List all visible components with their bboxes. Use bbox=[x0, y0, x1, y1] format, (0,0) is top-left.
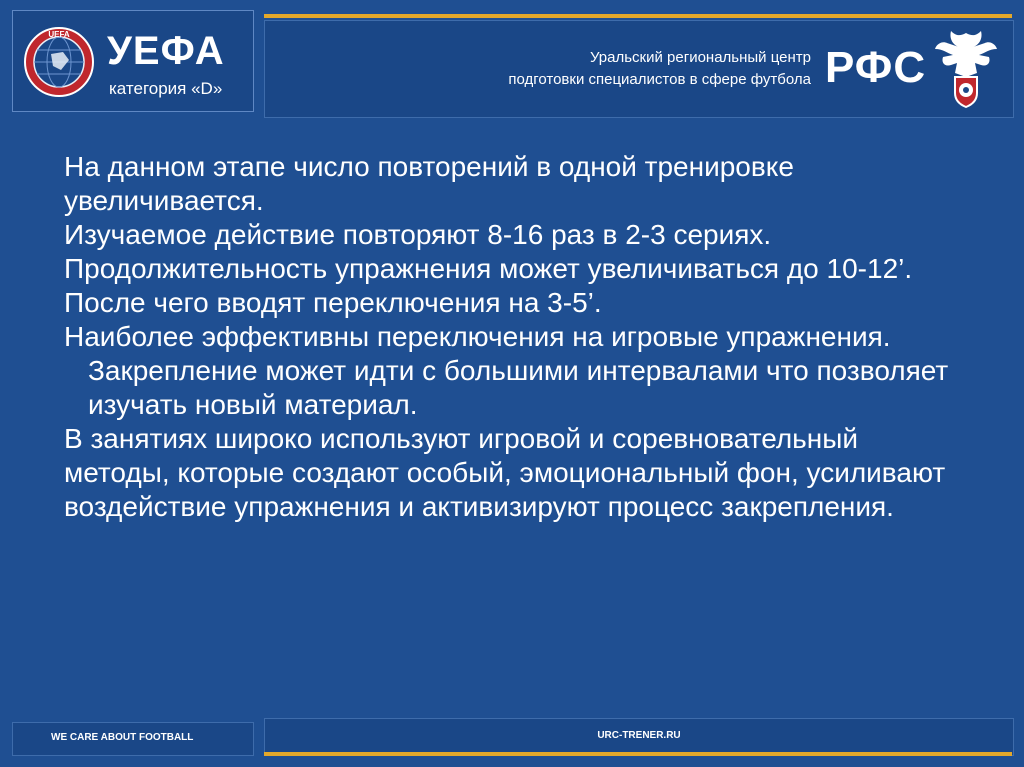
uefa-category: категория «D» bbox=[109, 79, 223, 98]
content-body bbox=[64, 150, 964, 524]
footer-slogan: WE CARE ABOUT FOOTBALL bbox=[51, 732, 194, 743]
gold-divider-top bbox=[264, 14, 1012, 18]
footer-right bbox=[264, 718, 1014, 756]
paragraph-5: Закрепление может идти с большими интервалами что позволяет изучать новый материал. bbox=[88, 355, 949, 420]
paragraph-3: Продолжительность упражнения может увеличиваться до 10-12’. После чего вводят переключения на 3-5’. bbox=[64, 253, 913, 318]
gold-divider-bottom bbox=[264, 752, 1012, 756]
center-banner bbox=[264, 20, 1014, 118]
paragraph-4: Наиболее эффективны переключения на игровые упражнения. bbox=[64, 321, 891, 352]
uefa-block bbox=[12, 10, 254, 112]
uefa-logo-icon bbox=[23, 26, 95, 98]
center-title-line-1: Уральский региональный центр bbox=[589, 49, 811, 66]
footer-website[interactable]: URC-TRENER.RU bbox=[597, 730, 681, 741]
center-title-line-2: подготовки специалистов в сфере футбола bbox=[508, 71, 811, 88]
uefa-title: УЕФА bbox=[107, 29, 225, 73]
paragraph-2: Изучаемое действие повторяют 8-16 раз в 2-3 сериях. bbox=[64, 219, 772, 250]
rfs-title: РФС bbox=[825, 43, 927, 92]
paragraph-1: На данном этапе число повторений в одной тренировке увеличивается. bbox=[64, 151, 794, 216]
footer-left bbox=[12, 722, 254, 756]
header bbox=[0, 0, 1024, 130]
paragraph-6: В занятиях широко используют игровой и соревновательный методы, которые создают особый, эмоциональный фон, усиливают воздействие упражнения и активизируют процесс закрепления. bbox=[64, 423, 946, 522]
rfs-emblem-icon bbox=[933, 27, 999, 111]
svg-text:UEFA: UEFA bbox=[48, 30, 70, 39]
center-title bbox=[391, 47, 811, 91]
